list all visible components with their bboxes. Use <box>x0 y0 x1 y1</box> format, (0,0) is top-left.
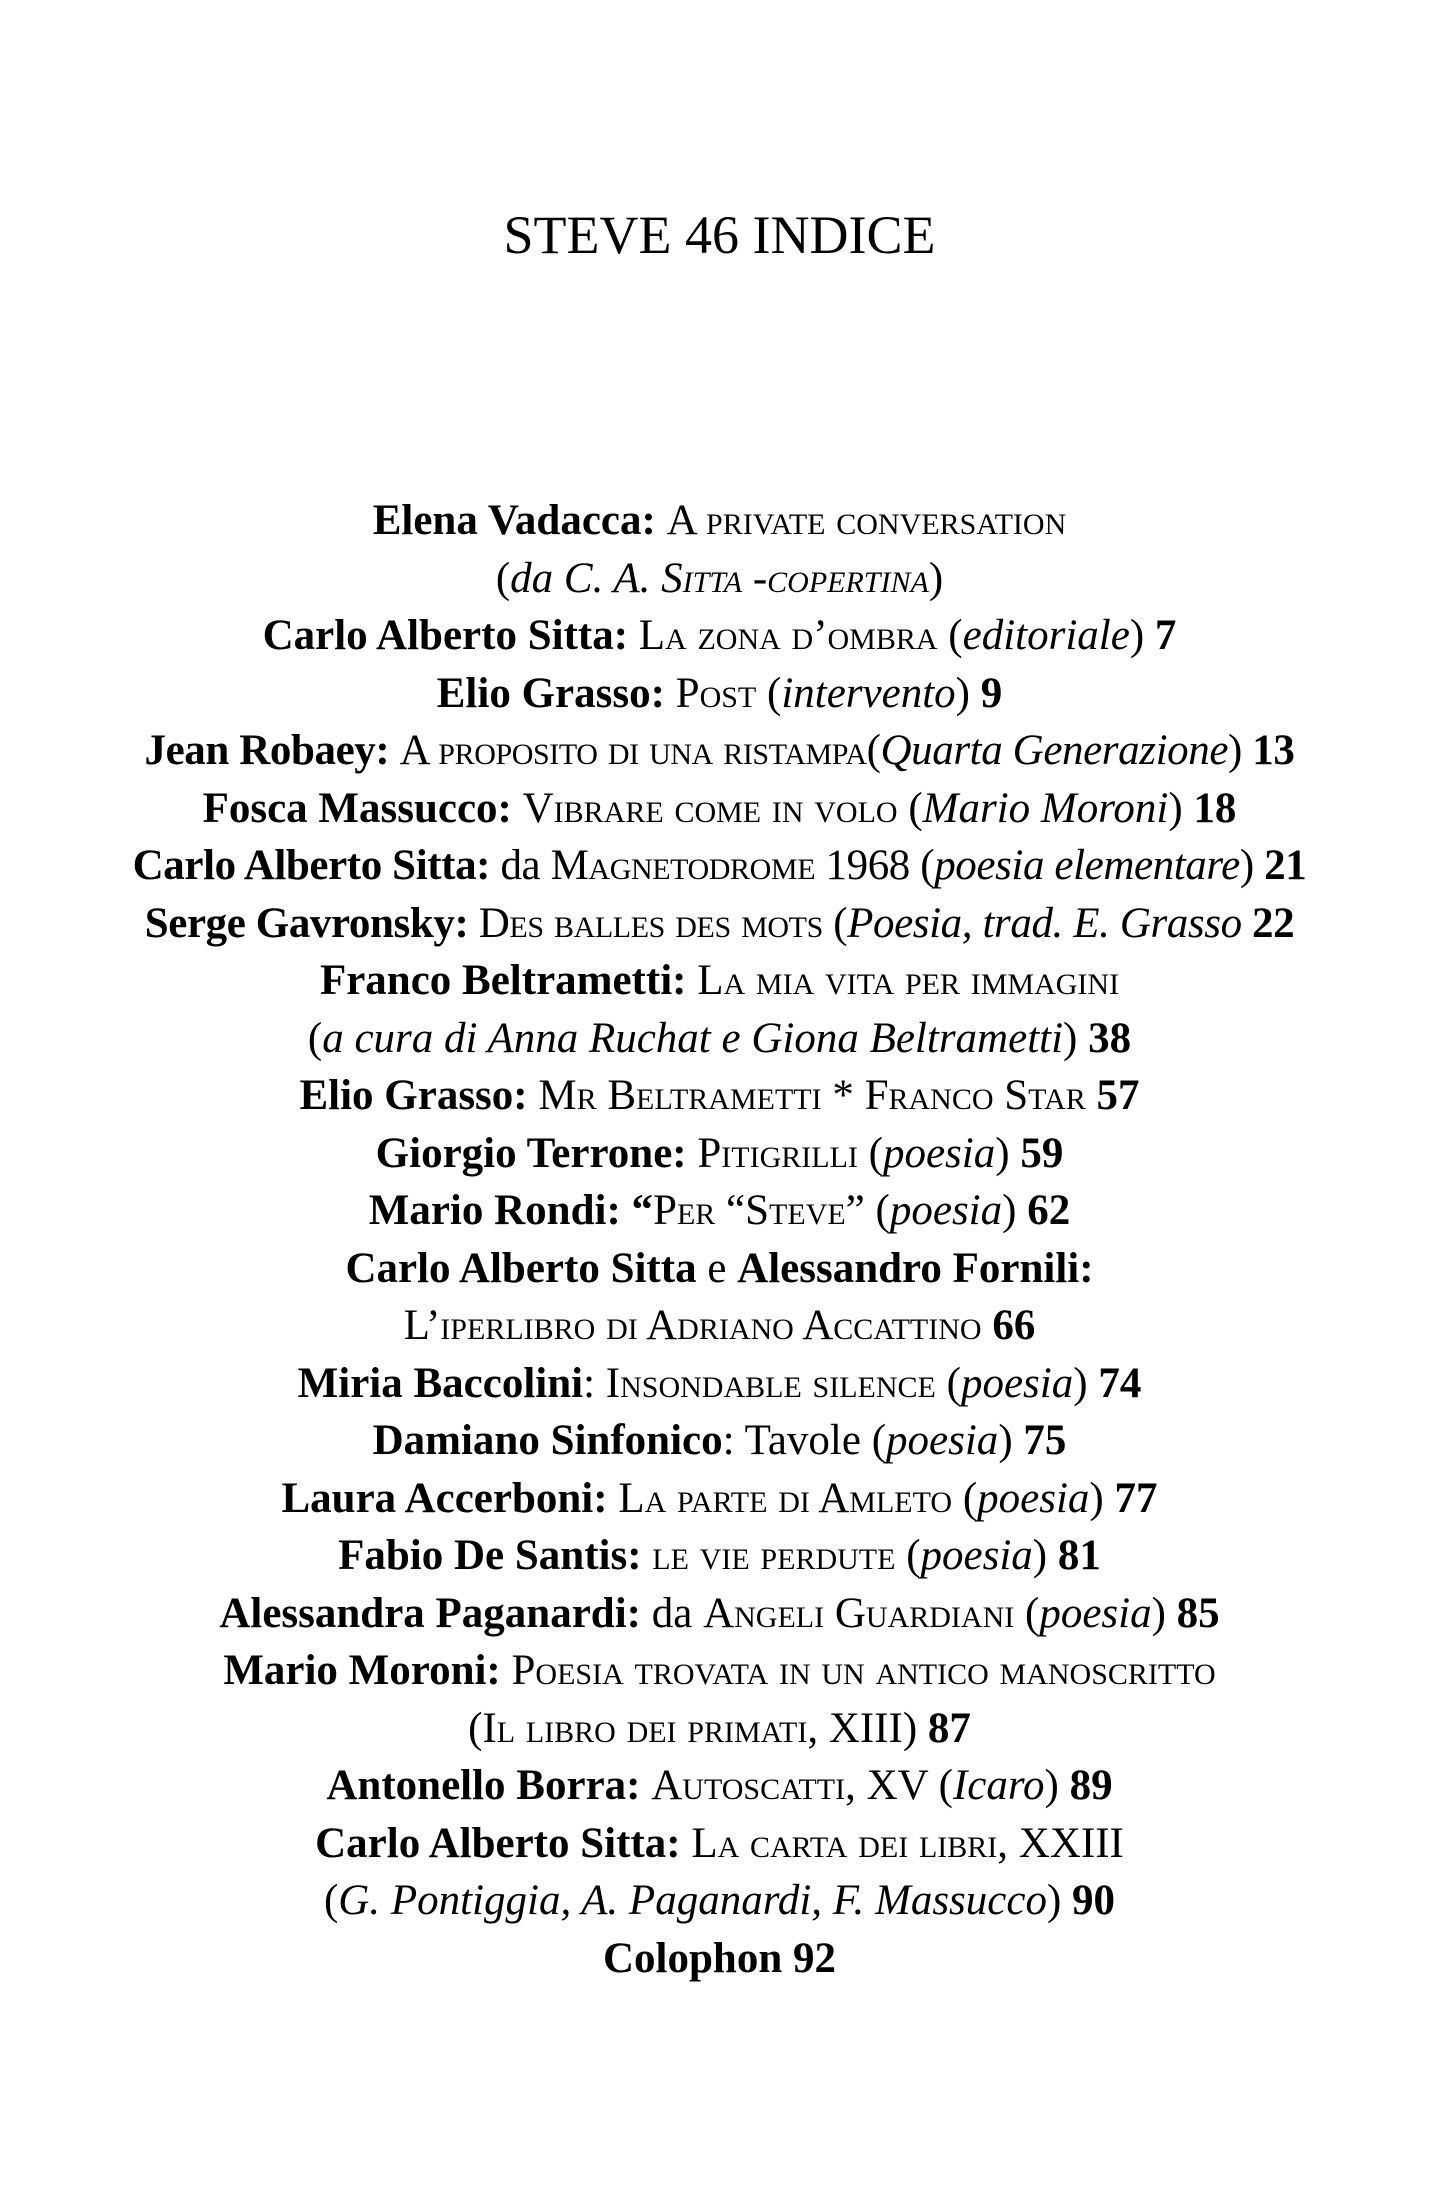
work-title: La zona d’ombra <box>638 612 938 659</box>
toc-line: Miria Baccolini: Insondable silence (poesia) 74 <box>297 1359 1142 1407</box>
toc-line: Giorgio Terrone: Pitigrilli (poesia) 59 <box>375 1129 1064 1177</box>
page-title: STEVE 46 INDICE <box>503 205 936 265</box>
toc-line: Jean Robaey: A proposito di una ristampa(Quarta Generazione) 13 <box>144 727 1295 774</box>
page-number: 13 <box>1252 727 1295 774</box>
author-name: Carlo Alberto Sitta <box>345 1244 697 1292</box>
work-rest: , XV ( <box>845 1762 953 1809</box>
work-title: Des balles des mots <box>478 899 823 947</box>
toc-line: Carlo Alberto Sitta: da Magnetodrome 1968 (poesia elementare) 21 <box>132 842 1307 889</box>
toc-line <box>0 1642 1439 1700</box>
conjunction: e <box>696 1244 738 1292</box>
work-title: Pitigrilli <box>697 1129 858 1177</box>
work-prefix: da <box>651 1589 704 1637</box>
toc-line <box>0 1297 1439 1355</box>
toc-line <box>0 1930 1439 1988</box>
work-title: Magnetodrome <box>550 842 816 889</box>
page-number: 38 <box>1088 1014 1132 1062</box>
toc-line: (a cura di Anna Ruchat e Giona Beltrametti) 38 <box>307 1014 1132 1062</box>
page-number: 89 <box>1069 1762 1113 1809</box>
work-prefix: da <box>500 842 551 889</box>
work-note: Icaro <box>952 1762 1045 1809</box>
page-number: 87 <box>927 1704 971 1752</box>
toc-line: Serge Gavronsky: Des balles des mots (Poesia, trad. E. Grasso 22 <box>144 899 1295 947</box>
author-name: Carlo Alberto Sitta: <box>315 1819 681 1867</box>
page-number: 66 <box>992 1302 1036 1349</box>
page-number: 59 <box>1020 1129 1064 1177</box>
work-title: Angeli Guardiani <box>703 1589 1015 1637</box>
work-title: La mia vita per immagini <box>697 957 1120 1004</box>
credit-note: da C. A. <box>510 554 662 602</box>
author-name: Antonello Borra: <box>326 1762 641 1809</box>
page-number: 77 <box>1114 1474 1158 1522</box>
work-title: Il libro dei primati <box>482 1704 808 1752</box>
page-number: 62 <box>1027 1187 1071 1234</box>
work-note: poesia elementare <box>934 842 1240 889</box>
colophon-label: Colophon <box>603 1934 783 1982</box>
work-title: Mr Beltrametti * Franco Star <box>538 1072 1086 1119</box>
toc-line: (G. Pontiggia, A. Paganardi, F. Massucco) 90 <box>323 1877 1116 1924</box>
work-title: Post <box>675 669 757 717</box>
toc-line <box>0 1815 1439 1873</box>
work-note: a cura di Anna Ruchat e Giona Beltrametti <box>322 1014 1064 1062</box>
work-note: poesia <box>882 1129 996 1177</box>
toc-line <box>0 952 1439 1010</box>
work-note: poesia <box>889 1187 1003 1234</box>
author-name: Miria Baccolini <box>297 1359 584 1407</box>
work-note: poesia <box>960 1359 1074 1407</box>
work-title: Insondable silence <box>605 1359 936 1407</box>
toc-line: Elio Grasso: Post (intervento) 9 <box>436 669 1003 717</box>
work-rest: , XXIII <box>997 1819 1124 1867</box>
work-rest: , XIII) <box>807 1704 918 1752</box>
toc-line <box>0 1700 1439 1758</box>
page-number: 81 <box>1057 1532 1101 1579</box>
author-name: Fabio De Santis: <box>338 1532 642 1579</box>
toc-line: Mario Rondi: “Per “Steve” (poesia) 62 <box>368 1187 1071 1234</box>
toc-line: Damiano Sinfonico: Tavole (poesia) 75 <box>372 1417 1067 1464</box>
page-number: 22 <box>1252 899 1295 947</box>
work-note: intervento <box>781 669 956 717</box>
author-name-2: Alessandro Fornili: <box>737 1244 1094 1292</box>
work-title: La carta dei libri <box>691 1819 998 1867</box>
work-title: La parte di Amleto <box>618 1474 953 1522</box>
author-name: Elena Vadacca: <box>372 497 656 544</box>
work-note: Quarta Generazione <box>880 727 1229 774</box>
page-number: 18 <box>1193 784 1237 832</box>
quote-mark: “ <box>631 1187 654 1234</box>
toc-line <box>0 550 1439 608</box>
colon: : <box>583 1359 596 1407</box>
author-name: Giorgio Terrone: <box>375 1129 687 1177</box>
work-title: Tavole <box>744 1417 861 1464</box>
toc-line <box>0 1757 1439 1815</box>
work-title: A proposito di una ristampa <box>399 727 867 774</box>
toc-line: Carlo Alberto Sitta: La zona d’ombra (editoriale) 7 <box>262 612 1177 659</box>
toc-line <box>0 1240 1439 1298</box>
toc-line: Laura Accerboni: La parte di Amleto (poesia) 77 <box>281 1474 1158 1522</box>
work-title: Per “Steve” <box>653 1187 865 1234</box>
author-name: Serge Gavronsky: <box>144 899 469 947</box>
author-name: Elio Grasso: <box>299 1072 528 1119</box>
page-number: 21 <box>1264 842 1307 889</box>
author-name: Fosca Massucco: <box>202 784 512 832</box>
colon: : <box>722 1417 735 1464</box>
work-title: L’iperlibro di Adriano Accattino <box>403 1302 982 1349</box>
paren-open: ( <box>495 554 511 602</box>
credit-name: Sitta <box>661 554 743 602</box>
toc-line <box>0 492 1439 550</box>
author-name: Carlo Alberto Sitta: <box>132 842 491 889</box>
page-number: 57 <box>1096 1072 1140 1119</box>
page-number: 92 <box>793 1934 836 1982</box>
author-name: Jean Robaey: <box>144 727 390 774</box>
credit-role: copertina <box>767 554 929 602</box>
toc-line <box>0 1067 1439 1125</box>
paren-close: ) <box>1044 1762 1059 1809</box>
work-year: 1968 <box>825 842 910 889</box>
page-number: 74 <box>1098 1359 1142 1407</box>
page-number: 90 <box>1072 1877 1116 1924</box>
toc-line: Fosca Massucco: Vibrare come in volo (Mario Moroni) 18 <box>202 784 1237 832</box>
paren-open: ( <box>468 1704 483 1752</box>
work-title: Poesia trovata in un antico manoscritto <box>511 1647 1216 1694</box>
toc-line: Alessandra Paganardi: da Angeli Guardiani (poesia) 85 <box>219 1589 1220 1637</box>
work-note: Poesia, trad. E. Grasso <box>847 899 1242 947</box>
work-note: poesia <box>886 1417 999 1464</box>
paren-close: ) <box>928 554 944 602</box>
work-note: poesia <box>977 1474 1090 1522</box>
page-number: 75 <box>1023 1417 1067 1464</box>
author-name: Mario Rondi: <box>368 1187 621 1234</box>
author-name: Damiano Sinfonico <box>372 1417 723 1464</box>
work-note: Mario Moroni <box>922 784 1169 832</box>
work-note: G. Pontiggia, A. Paganardi, F. Massucco <box>338 1877 1047 1924</box>
author-name: Franco Beltrametti: <box>319 957 687 1004</box>
page-number: 85 <box>1176 1589 1220 1637</box>
work-title: A private conversation <box>666 497 1067 544</box>
table-of-contents <box>0 492 1439 1987</box>
author-name: Mario Moroni: <box>223 1647 501 1694</box>
work-note: poesia <box>920 1532 1033 1579</box>
author-name: Laura Accerboni: <box>281 1474 608 1522</box>
work-title: Vibrare come in volo <box>522 784 898 832</box>
credit-separator: - <box>742 554 768 602</box>
page-number: 7 <box>1154 612 1177 659</box>
page-number: 9 <box>980 669 1003 717</box>
author-name: Carlo Alberto Sitta: <box>262 612 629 659</box>
work-note: poesia <box>1039 1589 1152 1637</box>
work-title: le vie perdute <box>652 1532 896 1579</box>
work-note: editoriale <box>962 612 1130 659</box>
work-title: Autoscatti <box>651 1762 846 1809</box>
toc-line: Fabio De Santis: le vie perdute (poesia) 81 <box>338 1532 1101 1579</box>
author-name: Elio Grasso: <box>436 669 665 717</box>
author-name: Alessandra Paganardi: <box>219 1589 641 1637</box>
